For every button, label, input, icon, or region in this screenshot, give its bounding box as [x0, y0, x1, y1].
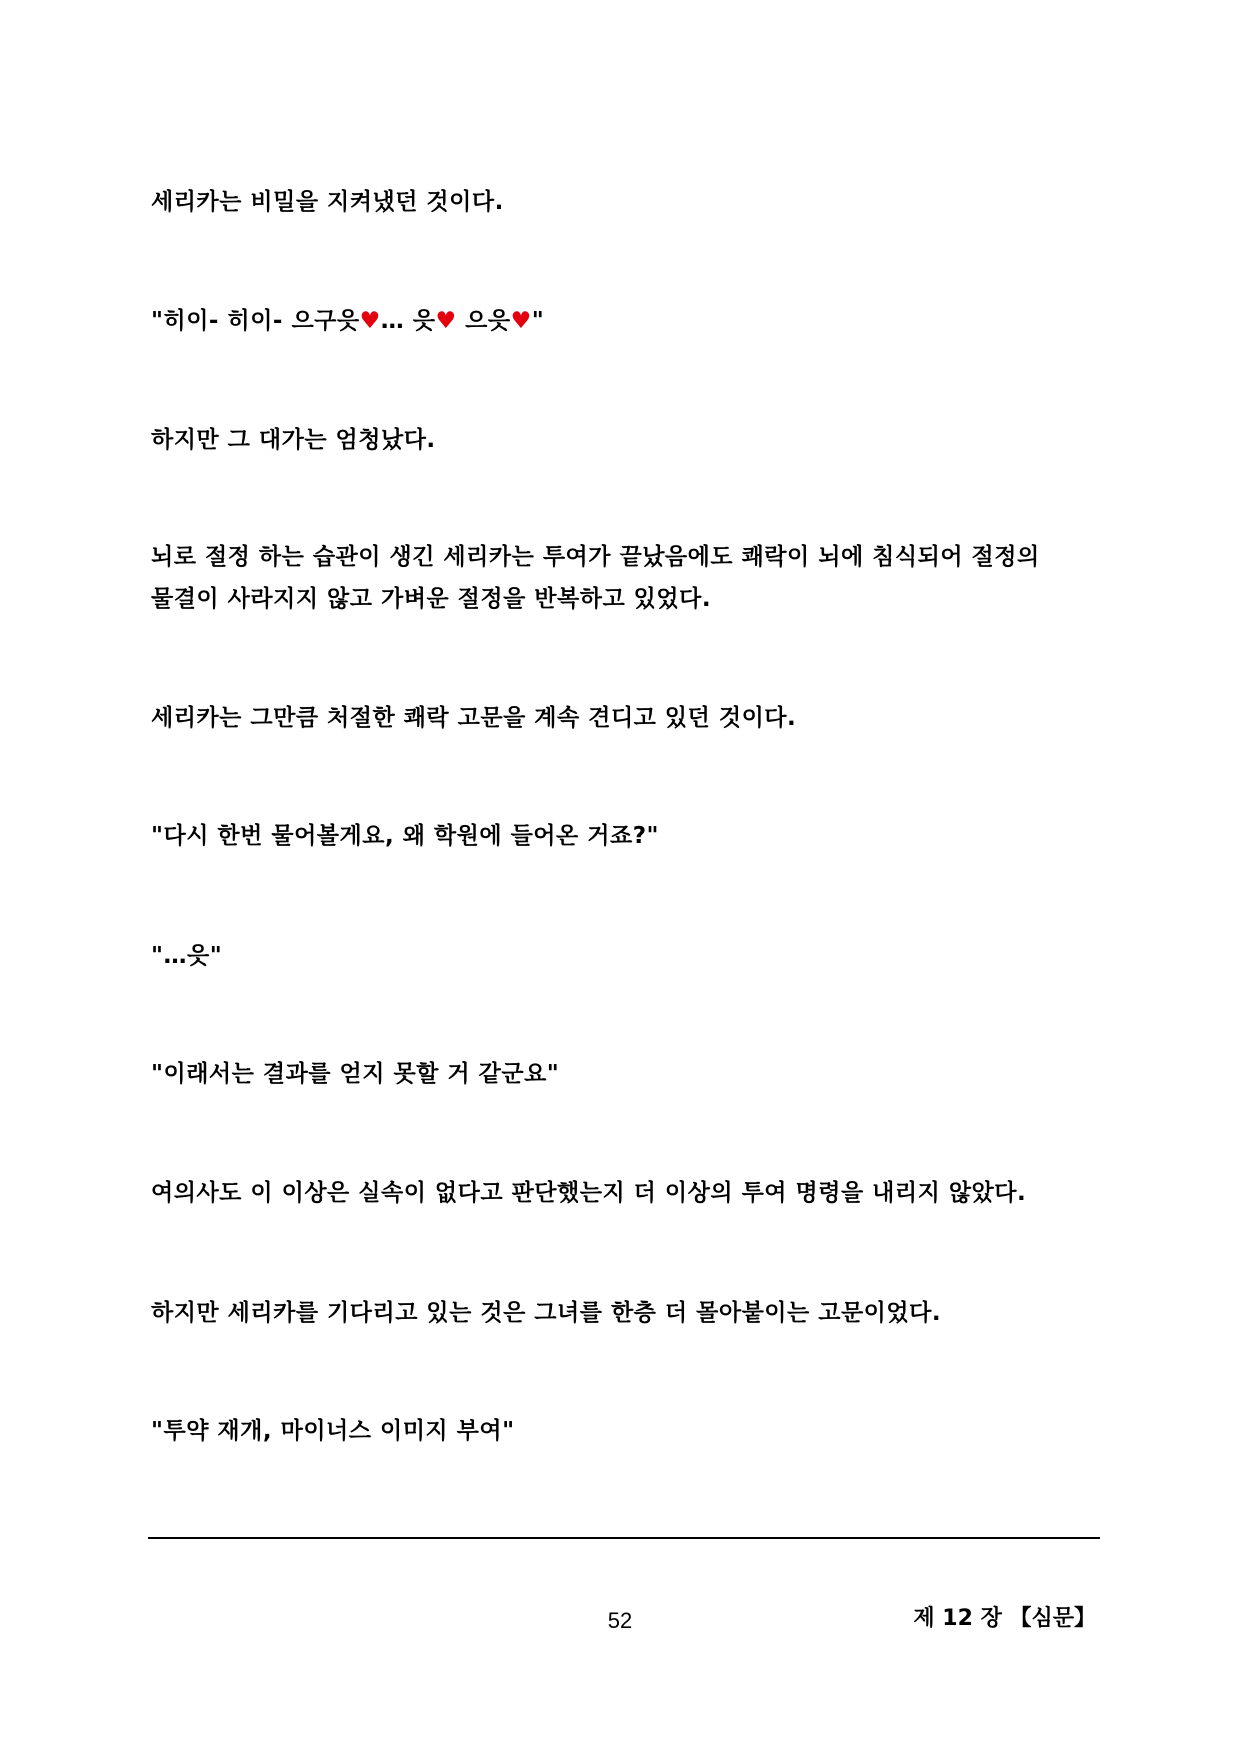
page-number: 52 [607, 1608, 633, 1633]
paragraph-3: 하지만 그 대가는 엄청났다. [151, 427, 436, 453]
heart-icon: ♥ [359, 308, 381, 334]
heart-icon: ♥ [435, 308, 457, 334]
chapter-label: 제 12 장 【심문】 [913, 1606, 1096, 1631]
paragraph-1: 세리카는 비밀을 지켜냈던 것이다. [151, 189, 504, 215]
paragraph-4: 뇌로 절정 하는 습관이 생긴 세리카는 투여가 끝났음에도 쾌락이 뇌에 침식되어 절정의 물결이 사라지지 않고 가벼운 절정을 반복하고 있었다. [151, 544, 1049, 612]
dialogue-text: 으읏 [456, 308, 511, 334]
footer-divider [148, 1537, 1100, 1539]
paragraph-2-dialogue [151, 300, 1091, 342]
paragraph-9: 여의사도 이 이상은 실속이 없다고 판단했는지 더 이상의 투여 명령을 내리지 않았다. [151, 1180, 1027, 1206]
dialogue-text: … 읏 [380, 308, 436, 334]
dialogue-text: " [531, 308, 545, 334]
paragraph-11-dialogue: "투약 재개, 마이너스 이미지 부여" [151, 1418, 515, 1444]
heart-icon: ♥ [510, 308, 532, 334]
dialogue-text: "히이- 히이- 으구읏 [151, 308, 360, 334]
paragraph-8-dialogue: "이래서는 결과를 얻지 못할 거 같군요" [151, 1061, 560, 1087]
paragraph-10: 하지만 세리카를 기다리고 있는 것은 그녀를 한층 더 몰아붙이는 고문이었다. [151, 1300, 942, 1326]
paragraph-5: 세리카는 그만큼 처절한 쾌락 고문을 계속 견디고 있던 것이다. [151, 705, 797, 731]
paragraph-6-dialogue: "다시 한번 물어볼게요, 왜 학원에 들어온 거죠?" [151, 823, 660, 849]
paragraph-7-dialogue: "…읏" [151, 943, 223, 969]
